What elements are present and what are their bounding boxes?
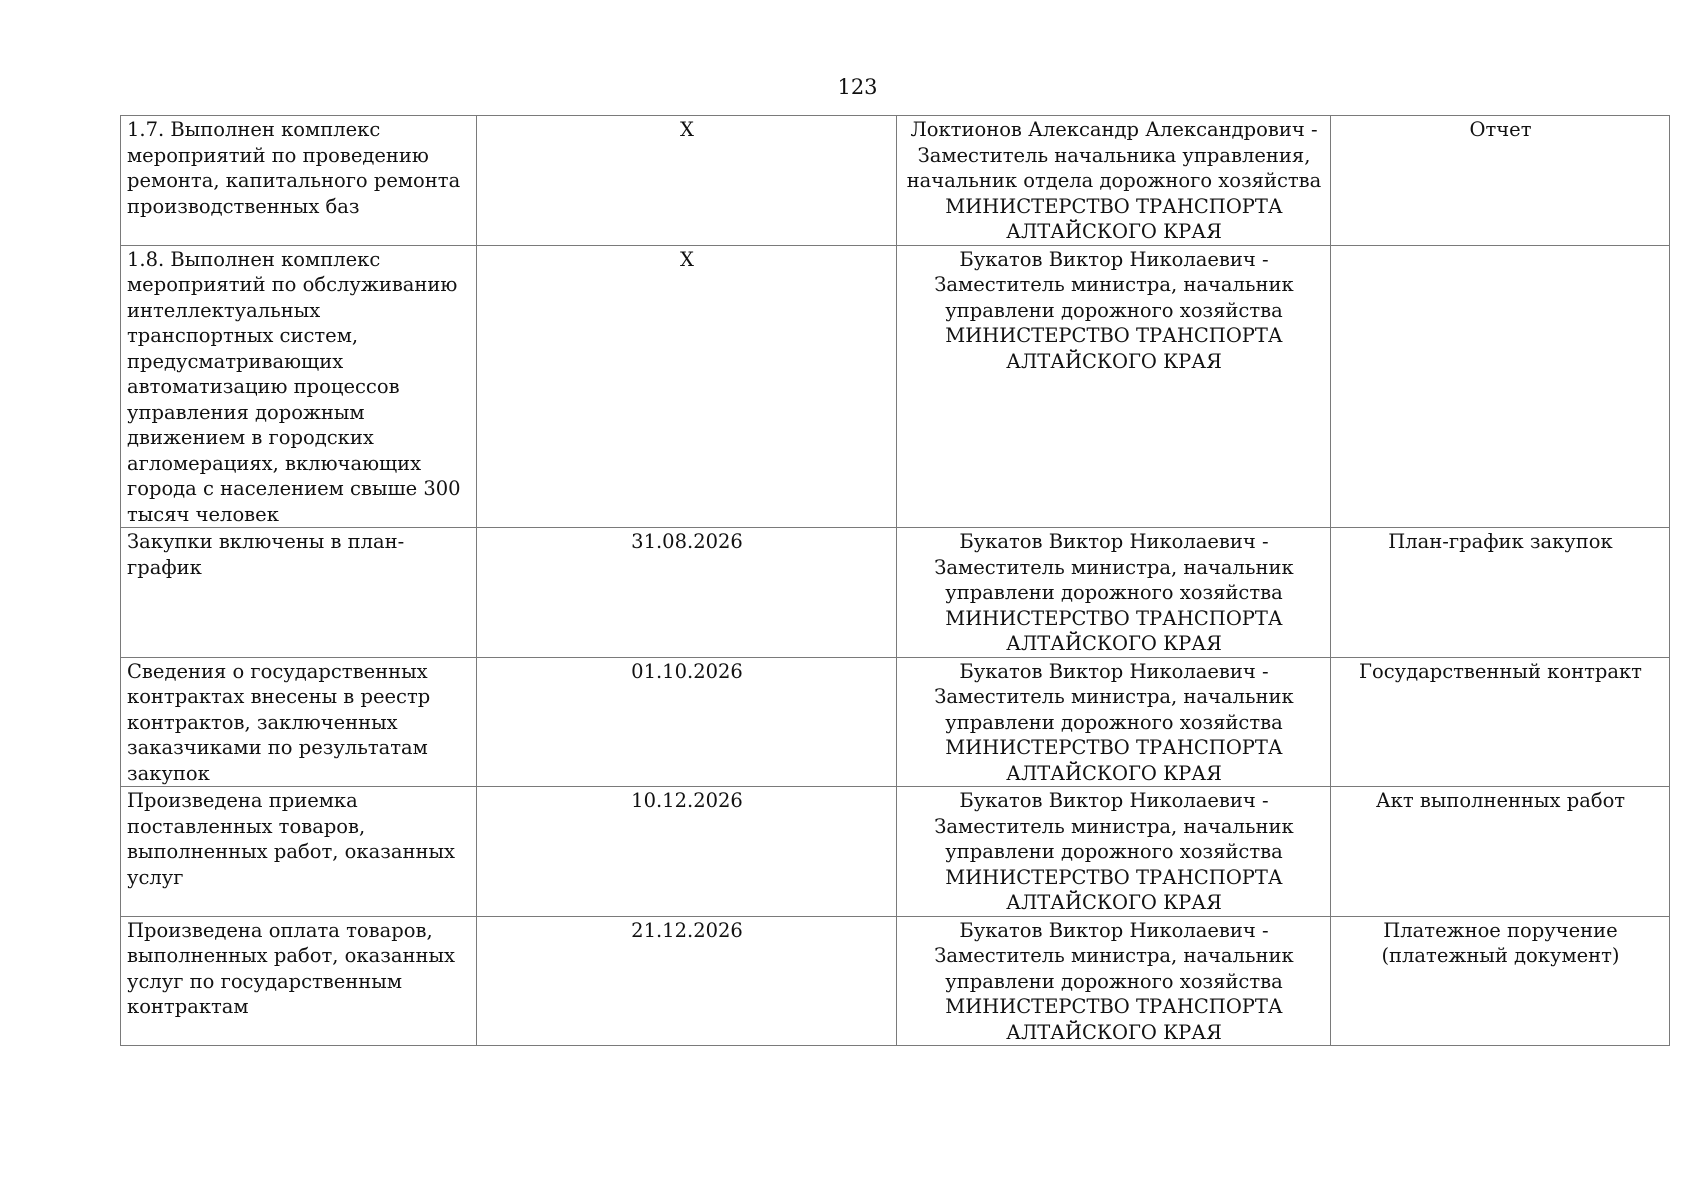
responsible-person: Букатов Виктор Николаевич - Заместитель министра, начальник управлени дорожного хозяйства bbox=[934, 918, 1294, 993]
responsible-org: МИНИСТЕРСТВО ТРАНСПОРТА АЛТАЙСКОГО КРАЯ bbox=[945, 865, 1283, 914]
responsible-org: МИНИСТЕРСТВО ТРАНСПОРТА АЛТАЙСКОГО КРАЯ bbox=[945, 194, 1283, 243]
table-row bbox=[121, 116, 1670, 246]
table-row bbox=[121, 528, 1670, 658]
date-cell: 31.08.2026 bbox=[477, 528, 897, 658]
event-cell: Произведена оплата товаров, выполненных работ, оказанных услуг по государственным контрактам bbox=[121, 916, 477, 1046]
page-number: 123 bbox=[837, 75, 878, 99]
responsible-org: МИНИСТЕРСТВО ТРАНСПОРТА АЛТАЙСКОГО КРАЯ bbox=[945, 995, 1283, 1044]
document-cell bbox=[1331, 245, 1670, 528]
date-cell: X bbox=[477, 116, 897, 246]
responsible-cell bbox=[897, 916, 1331, 1046]
responsible-org: МИНИСТЕРСТВО ТРАНСПОРТА АЛТАЙСКОГО КРАЯ bbox=[945, 324, 1283, 373]
date-cell: 21.12.2026 bbox=[477, 916, 897, 1046]
responsible-person: Букатов Виктор Николаевич - Заместитель министра, начальник управлени дорожного хозяйства bbox=[934, 789, 1294, 863]
event-cell: Произведена приемка поставленных товаров, выполненных работ, оказанных услуг bbox=[121, 787, 477, 917]
responsible-org: МИНИСТЕРСТВО ТРАНСПОРТА АЛТАЙСКОГО КРАЯ bbox=[945, 606, 1283, 655]
table-row bbox=[121, 245, 1670, 528]
responsible-cell bbox=[897, 116, 1331, 246]
date-cell: X bbox=[477, 245, 897, 528]
document-cell: Акт выполненных работ bbox=[1331, 787, 1670, 917]
responsible-cell bbox=[897, 528, 1331, 658]
responsible-cell bbox=[897, 787, 1331, 917]
event-cell: 1.8. Выполнен комплекс мероприятий по обслуживанию интеллектуальных транспортных систем, предусматривающих автоматизацию процессов управления дорожным движением в городских агломерациях, включающих города с населением свыше 300 тысяч человек bbox=[121, 245, 477, 528]
responsible-cell bbox=[897, 657, 1331, 787]
responsible-person: Букатов Виктор Николаевич - Заместитель министра, начальник управлени дорожного хозяйства bbox=[934, 659, 1294, 734]
responsible-cell bbox=[897, 245, 1331, 528]
table-row bbox=[121, 916, 1670, 1046]
table-row bbox=[121, 657, 1670, 787]
responsible-org: МИНИСТЕРСТВО ТРАНСПОРТА АЛТАЙСКОГО КРАЯ bbox=[945, 736, 1283, 785]
event-cell: Закупки включены в план-график bbox=[121, 528, 477, 658]
document-cell: Отчет bbox=[1331, 116, 1670, 246]
date-cell: 01.10.2026 bbox=[477, 657, 897, 787]
document-cell: Государственный контракт bbox=[1331, 657, 1670, 787]
responsible-person: Букатов Виктор Николаевич - Заместитель министра, начальник управлени дорожного хозяйства bbox=[934, 247, 1294, 322]
document-cell: Платежное поручение (платежный документ) bbox=[1331, 916, 1670, 1046]
plan-table bbox=[120, 115, 1670, 1046]
table-row bbox=[121, 787, 1670, 917]
responsible-person: Локтионов Александр Александрович - Заместитель начальника управления, начальник отдела дорожного хозяйства bbox=[906, 118, 1322, 192]
responsible-person: Букатов Виктор Николаевич - Заместитель министра, начальник управлени дорожного хозяйства bbox=[934, 530, 1294, 604]
event-cell: Сведения о государственных контрактах внесены в реестр контрактов, заключенных заказчиками по результатам закупок bbox=[121, 657, 477, 787]
document-cell: План-график закупок bbox=[1331, 528, 1670, 658]
date-cell: 10.12.2026 bbox=[477, 787, 897, 917]
event-cell: 1.7. Выполнен комплекс мероприятий по проведению ремонта, капитального ремонта производственных баз bbox=[121, 116, 477, 246]
